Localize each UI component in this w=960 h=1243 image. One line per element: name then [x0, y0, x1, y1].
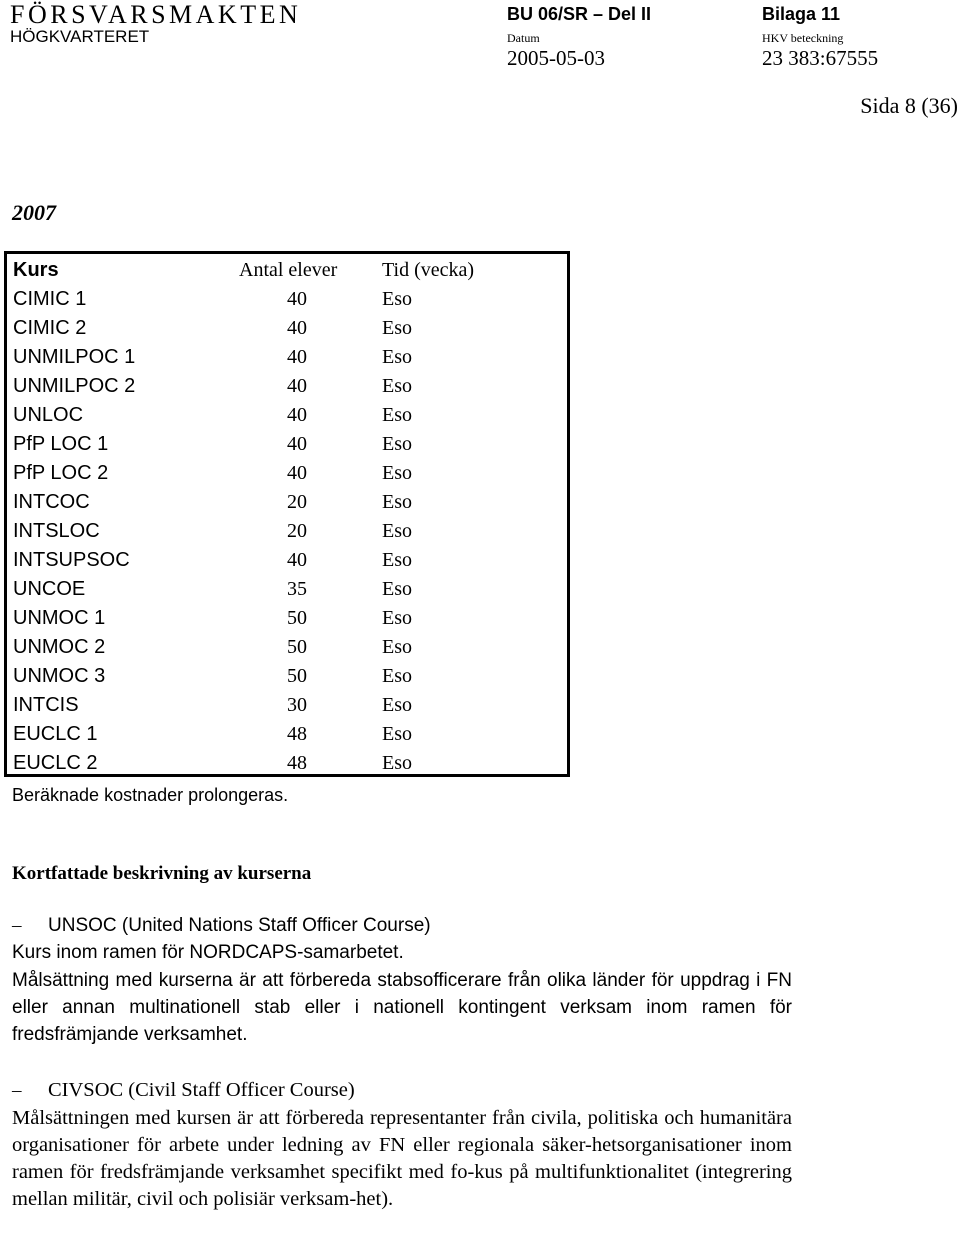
cell-course: EUCLC 2: [13, 752, 98, 774]
table-row: [7, 633, 567, 662]
bullet-dash: –: [12, 915, 22, 936]
cell-course: INTCIS: [13, 694, 79, 716]
cell-students: 40: [287, 462, 307, 484]
cell-course: UNMILPOC 1: [13, 346, 136, 368]
cell-students: 30: [287, 694, 307, 716]
cell-course: UNMOC 3: [13, 665, 106, 687]
document-reference: BU 06/SR – Del II: [507, 4, 652, 24]
cell-students: 20: [287, 520, 307, 542]
cell-duration: Eso: [382, 578, 412, 600]
date-value: 2005-05-03: [507, 46, 605, 70]
course-description-civsoc: Målsättningen med kursen är att förbereda representanter från civila, politiska och humanitära organisationer för arbete under ledning av FN eller regionala säker-hetsorganisationer inom ramen för fredsfrämjande verksamhet specifikt med fo-kus på multifunktionalitet (integrering mellan militär, civil och polisiär verksam-het).: [12, 1107, 792, 1210]
cell-course: UNMILPOC 2: [13, 375, 136, 397]
cell-course: UNLOC: [13, 404, 84, 426]
course-table: [4, 251, 570, 777]
cell-students: 40: [287, 288, 307, 310]
cell-course: PfP LOC 2: [13, 462, 109, 484]
course-title-civsoc: CIVSOC (Civil Staff Officer Course): [48, 1079, 355, 1101]
table-row: [7, 488, 567, 517]
cell-students: 48: [287, 723, 307, 745]
table-row: [7, 662, 567, 691]
cell-students: 40: [287, 404, 307, 426]
cell-duration: Eso: [382, 317, 412, 339]
cell-course: INTSLOC: [13, 520, 100, 542]
cell-course: UNCOE: [13, 578, 86, 600]
cell-course: INTSUPSOC: [13, 549, 130, 571]
cell-duration: Eso: [382, 665, 412, 687]
cell-course: INTCOC: [13, 491, 90, 513]
reference-value: 23 383:67555: [762, 46, 879, 70]
cell-students: 35: [287, 578, 307, 600]
table-row: [7, 459, 567, 488]
table-row: [7, 691, 567, 720]
cell-duration: Eso: [382, 375, 412, 397]
cost-note: Beräknade kostnader prolongeras.: [12, 785, 289, 805]
cell-duration: Eso: [382, 346, 412, 368]
section-heading: Kortfattade beskrivning av kurserna: [12, 863, 312, 884]
cell-students: 40: [287, 433, 307, 455]
cell-duration: Eso: [382, 491, 412, 513]
course-text-line: Kurs inom ramen för NORDCAPS-samarbetet.: [12, 942, 404, 963]
cell-students: 50: [287, 607, 307, 629]
page-number: Sida 8 (36): [860, 93, 958, 118]
date-label: Datum: [507, 31, 540, 45]
appendix-label: Bilaga 11: [762, 4, 841, 24]
organization-name: FÖRSVARSMAKTEN: [10, 0, 302, 29]
column-header-duration: Tid (vecka): [382, 259, 475, 281]
table-row: [7, 517, 567, 546]
unit-name: HÖGKVARTERET: [10, 27, 150, 46]
cell-duration: Eso: [382, 404, 412, 426]
cell-students: 50: [287, 636, 307, 658]
table-row: [7, 314, 567, 343]
cell-duration: Eso: [382, 607, 412, 629]
cell-course: CIMIC 1: [13, 288, 87, 310]
table-row: [7, 546, 567, 575]
cell-duration: Eso: [382, 723, 412, 745]
course-description-unsoc: Målsättning med kurserna är att förbereda stabsofficerare från olika länder för uppdrag i FN eller annan multinationell stab eller i nationell kontingent verksam inom ramen för fredsfrämjande verksamhet.: [12, 970, 792, 1045]
table-row: [7, 604, 567, 633]
cell-duration: Eso: [382, 549, 412, 571]
cell-duration: Eso: [382, 636, 412, 658]
cell-students: 40: [287, 375, 307, 397]
cell-duration: Eso: [382, 462, 412, 484]
table-row: [7, 430, 567, 459]
cell-duration: Eso: [382, 694, 412, 716]
table-row: [7, 372, 567, 401]
cell-students: 40: [287, 317, 307, 339]
reference-label: HKV beteckning: [762, 31, 844, 45]
table-row: [7, 401, 567, 430]
cell-course: PfP LOC 1: [13, 433, 109, 455]
course-title-unsoc: UNSOC (United Nations Staff Officer Course): [48, 915, 431, 936]
table-row: [7, 575, 567, 604]
cell-course: CIMIC 2: [13, 317, 87, 339]
column-header-course: Kurs: [13, 259, 59, 281]
table-row: [7, 343, 567, 372]
column-header-students: Antal elever: [239, 259, 338, 281]
table-row: [7, 720, 567, 749]
cell-students: 40: [287, 346, 307, 368]
cell-course: UNMOC 2: [13, 636, 106, 658]
year-heading: 2007: [12, 200, 56, 225]
table-row: [7, 285, 567, 314]
cell-duration: Eso: [382, 520, 412, 542]
table-header-row: [7, 256, 567, 285]
cell-students: 20: [287, 491, 307, 513]
cell-duration: Eso: [382, 288, 412, 310]
cell-students: 40: [287, 549, 307, 571]
bullet-dash: –: [12, 1080, 22, 1101]
cell-students: 48: [287, 752, 307, 774]
cell-students: 50: [287, 665, 307, 687]
cell-duration: Eso: [382, 752, 412, 774]
cell-course: UNMOC 1: [13, 607, 106, 629]
cell-duration: Eso: [382, 433, 412, 455]
cell-course: EUCLC 1: [13, 723, 98, 745]
table-row: [7, 749, 567, 778]
